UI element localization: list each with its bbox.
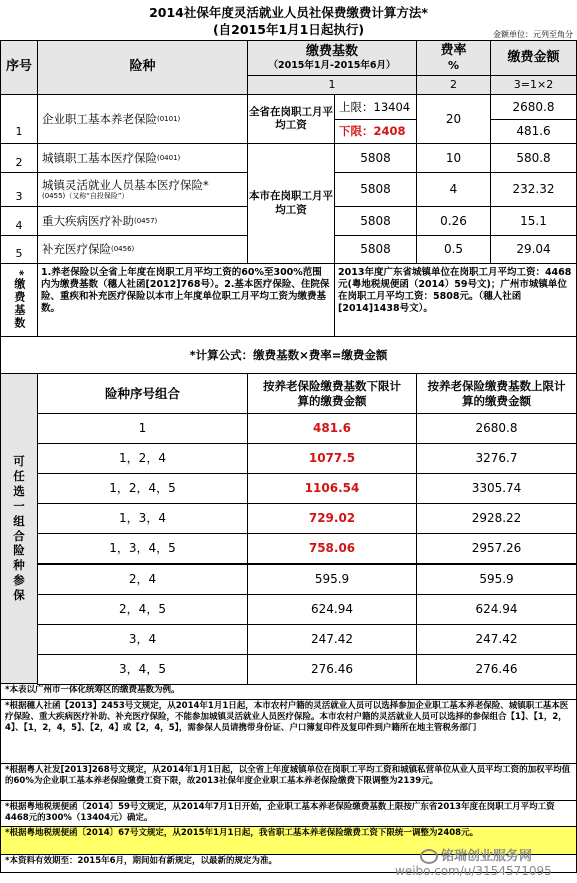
row3-name-text: 城镇灵活就业人员基本医疗保险* bbox=[42, 177, 209, 192]
row5-amount: 29.04 bbox=[490, 235, 577, 264]
row1-amount-lower: 481.6 bbox=[490, 119, 577, 144]
header-rate-label: 费率 bbox=[440, 43, 467, 58]
row3-amount: 232.32 bbox=[490, 172, 577, 207]
base-note-label: *缴费基数 bbox=[0, 263, 38, 337]
base-label-city: 本市在岗职工月平均工资 bbox=[247, 143, 335, 264]
row3-base: 5808 bbox=[334, 172, 417, 207]
row3-code: (0455)（又称“自投保险”） bbox=[42, 192, 129, 201]
row5-seq: 5 bbox=[0, 235, 38, 264]
combo-row-combination: 2，4 bbox=[37, 564, 248, 595]
row5-code: (0456) bbox=[111, 245, 135, 254]
note-1: *本表以广州市一体化统筹区的缴费基数为例。 bbox=[0, 684, 577, 700]
note-4: *根据粤地税规便函〔2014〕59号文规定，从2014年7月1日开始，企业职工基本养老保险缴费基数上限按广东省2013年度在岗职工月平均工资4468元的300%（13404元）确定。 bbox=[0, 801, 577, 827]
row4-name bbox=[37, 206, 248, 236]
unit-label: 金额单位：元列至角分 bbox=[493, 30, 573, 39]
formula: *计算公式：缴费基数×费率=缴费金额 bbox=[0, 336, 577, 374]
header-base bbox=[247, 40, 417, 76]
row2-amount: 580.8 bbox=[490, 143, 577, 173]
note-3: *根据粤人社发[2013]268号文规定，从2014年1月1日起，以全省上年度城镇单位在岗职工平均工资和城镇私营单位从业人员平均工资的加权平均值的60%为企业职工基本养老保险缴费工资下限，故2013社保年度企业职工基本养老保险缴费下限调整为2139元。 bbox=[0, 764, 577, 801]
header-insurance-type: 险种 bbox=[37, 40, 248, 95]
watermark-brand bbox=[420, 845, 532, 864]
combo-row-low-amount: 1077.5 bbox=[247, 443, 417, 474]
row4-amount: 15.1 bbox=[490, 206, 577, 236]
row1-amount-upper: 2680.8 bbox=[490, 94, 577, 120]
row4-seq: 4 bbox=[0, 206, 38, 236]
row4-name-text: 重大疾病医疗补助 bbox=[42, 213, 134, 228]
base-note-left: 1.养老保险以全省上年度在岗职工月平均工资的60%至300%范围内为缴费基数（穗人社函[2012]768号）。2.基本医疗保险、住院保险、重疾和补充医疗保险以本市上年度单位职工月平均工资为缴费基数。 bbox=[37, 263, 335, 337]
row2-name-text: 城镇职工基本医疗保险 bbox=[42, 150, 157, 165]
combo-row-high-amount: 247.42 bbox=[416, 624, 577, 655]
note-5: *根据粤地税规便函〔2014〕67号文规定，从2015年1月1日起，我省职工基本养老保险缴费工资下限统一调整为2408元。 bbox=[0, 827, 577, 855]
document-subtitle: (自2015年1月1日起执行) bbox=[212, 22, 365, 37]
row2-base: 5808 bbox=[334, 143, 417, 173]
combo-row-combination: 2，4，5 bbox=[37, 594, 248, 625]
header-rate bbox=[416, 40, 491, 76]
row1-code: (0101) bbox=[157, 114, 181, 123]
row1-name-text: 企业职工基本养老保险 bbox=[42, 111, 157, 126]
combo-row-low-amount: 1106.54 bbox=[247, 473, 417, 504]
header-col-rate-number: 2 bbox=[416, 75, 491, 95]
combo-row-high-amount: 2957.26 bbox=[416, 533, 577, 564]
wechat-icon bbox=[420, 849, 438, 864]
combo-row-combination: 3，4，5 bbox=[37, 654, 248, 685]
combo-header-combo: 险种序号组合 bbox=[37, 373, 248, 414]
combo-row-low-amount: 247.42 bbox=[247, 624, 417, 655]
combo-row-low-amount: 481.6 bbox=[247, 413, 417, 444]
combo-header-low: 按养老保险缴费基数下限计算的缴费金额 bbox=[247, 373, 417, 414]
combo-row-high-amount: 2928.22 bbox=[416, 503, 577, 534]
row3-seq: 3 bbox=[0, 172, 38, 207]
note-6: *本资料有效期至：2015年6月，期间如有新规定，以最新的规定为准。 bbox=[0, 855, 577, 873]
combo-row-combination: 3，4 bbox=[37, 624, 248, 655]
header-rate-unit: % bbox=[447, 59, 460, 73]
row2-code: (0401) bbox=[157, 153, 181, 162]
combo-header-high: 按养老保险缴费基数上限计算的缴费金额 bbox=[416, 373, 577, 414]
header-seq: 序号 bbox=[0, 40, 38, 95]
watermark-brand-text: 铭瑞创业服务网 bbox=[441, 849, 533, 864]
row1-base-lower: 下限：2408 bbox=[334, 119, 417, 144]
combo-row-high-amount: 3305.74 bbox=[416, 473, 577, 504]
combo-row-high-amount: 624.94 bbox=[416, 594, 577, 625]
row1-name bbox=[37, 94, 248, 144]
combo-row-high-amount: 2680.8 bbox=[416, 413, 577, 444]
row5-base: 5808 bbox=[334, 235, 417, 264]
combo-row-combination: 1，3，4 bbox=[37, 503, 248, 534]
combo-row-low-amount: 276.46 bbox=[247, 654, 417, 685]
combo-row-combination: 1，3，4，5 bbox=[37, 533, 248, 564]
watermark-weibo: weibo.com/u/3154571095 bbox=[395, 864, 552, 878]
header-base-label: 缴费基数 bbox=[305, 43, 358, 59]
row2-name bbox=[37, 143, 248, 173]
combo-row-low-amount: 758.06 bbox=[247, 533, 417, 564]
note-2: *根据穗人社函【2013】2453号文规定，从2014年1月1日起，本市农村户籍的灵活就业人员可以选择参加企业职工基本养老保险、城镇职工基本医疗保险、重大疾病医疗补助、补充医疗保险，不能参加城镇灵活就业人员医疗保险。本市农村户籍的灵活就业人员可以选择的参保组合【1】、【1，2，4】、【1，2，4，5】、【2，4】或【2，4，5】，需参保人员请携带身份证、户口簿复印件及复印件到户籍所在地主管税务部门 bbox=[0, 700, 577, 764]
row5-name bbox=[37, 235, 248, 264]
combo-row-combination: 1，2，4，5 bbox=[37, 473, 248, 504]
row5-rate: 0.5 bbox=[416, 235, 491, 264]
row4-base: 5808 bbox=[334, 206, 417, 236]
combo-row-combination: 1 bbox=[37, 413, 248, 444]
row3-name bbox=[37, 172, 248, 207]
combo-row-low-amount: 595.9 bbox=[247, 564, 417, 595]
row3-rate: 4 bbox=[416, 172, 491, 207]
base-note-right: 2013年度广东省城镇单位在岗职工月平均工资：4468元(粤地税规便函（2014）59号文)；广州市城镇单位在岗职工月平均工资：5808元。（穗人社函[2014]1438号文）。 bbox=[334, 263, 577, 337]
combo-row-low-amount: 624.94 bbox=[247, 594, 417, 625]
combo-row-high-amount: 3276.7 bbox=[416, 443, 577, 474]
header-base-period: （2015年1月-2015年6月） bbox=[268, 60, 396, 72]
row5-name-text: 补充医疗保险 bbox=[42, 242, 111, 257]
combo-side-label: 可任选一组合险种参保 bbox=[0, 373, 38, 684]
document-title: 2014社保年度灵活就业人员社保费缴费计算方法* bbox=[149, 5, 428, 20]
row4-code: (0457) bbox=[134, 216, 158, 225]
combo-row-high-amount: 276.46 bbox=[416, 654, 577, 685]
combo-row-high-amount: 595.9 bbox=[416, 564, 577, 595]
row2-seq: 2 bbox=[0, 143, 38, 173]
combo-row-low-amount: 729.02 bbox=[247, 503, 417, 534]
row2-rate: 10 bbox=[416, 143, 491, 173]
header-col-amount-formula: 3=1×2 bbox=[490, 75, 577, 95]
row1-seq: 1 bbox=[0, 94, 38, 144]
header-amount: 缴费金额 bbox=[490, 40, 577, 76]
combo-row-combination: 1，2，4 bbox=[37, 443, 248, 474]
row1-base-upper: 上限：13404 bbox=[334, 94, 417, 120]
row4-rate: 0.26 bbox=[416, 206, 491, 236]
header-col-base-number: 1 bbox=[247, 75, 417, 95]
row1-rate: 20 bbox=[416, 94, 491, 144]
base-label-province: 全省在岗职工月平均工资 bbox=[247, 94, 335, 144]
